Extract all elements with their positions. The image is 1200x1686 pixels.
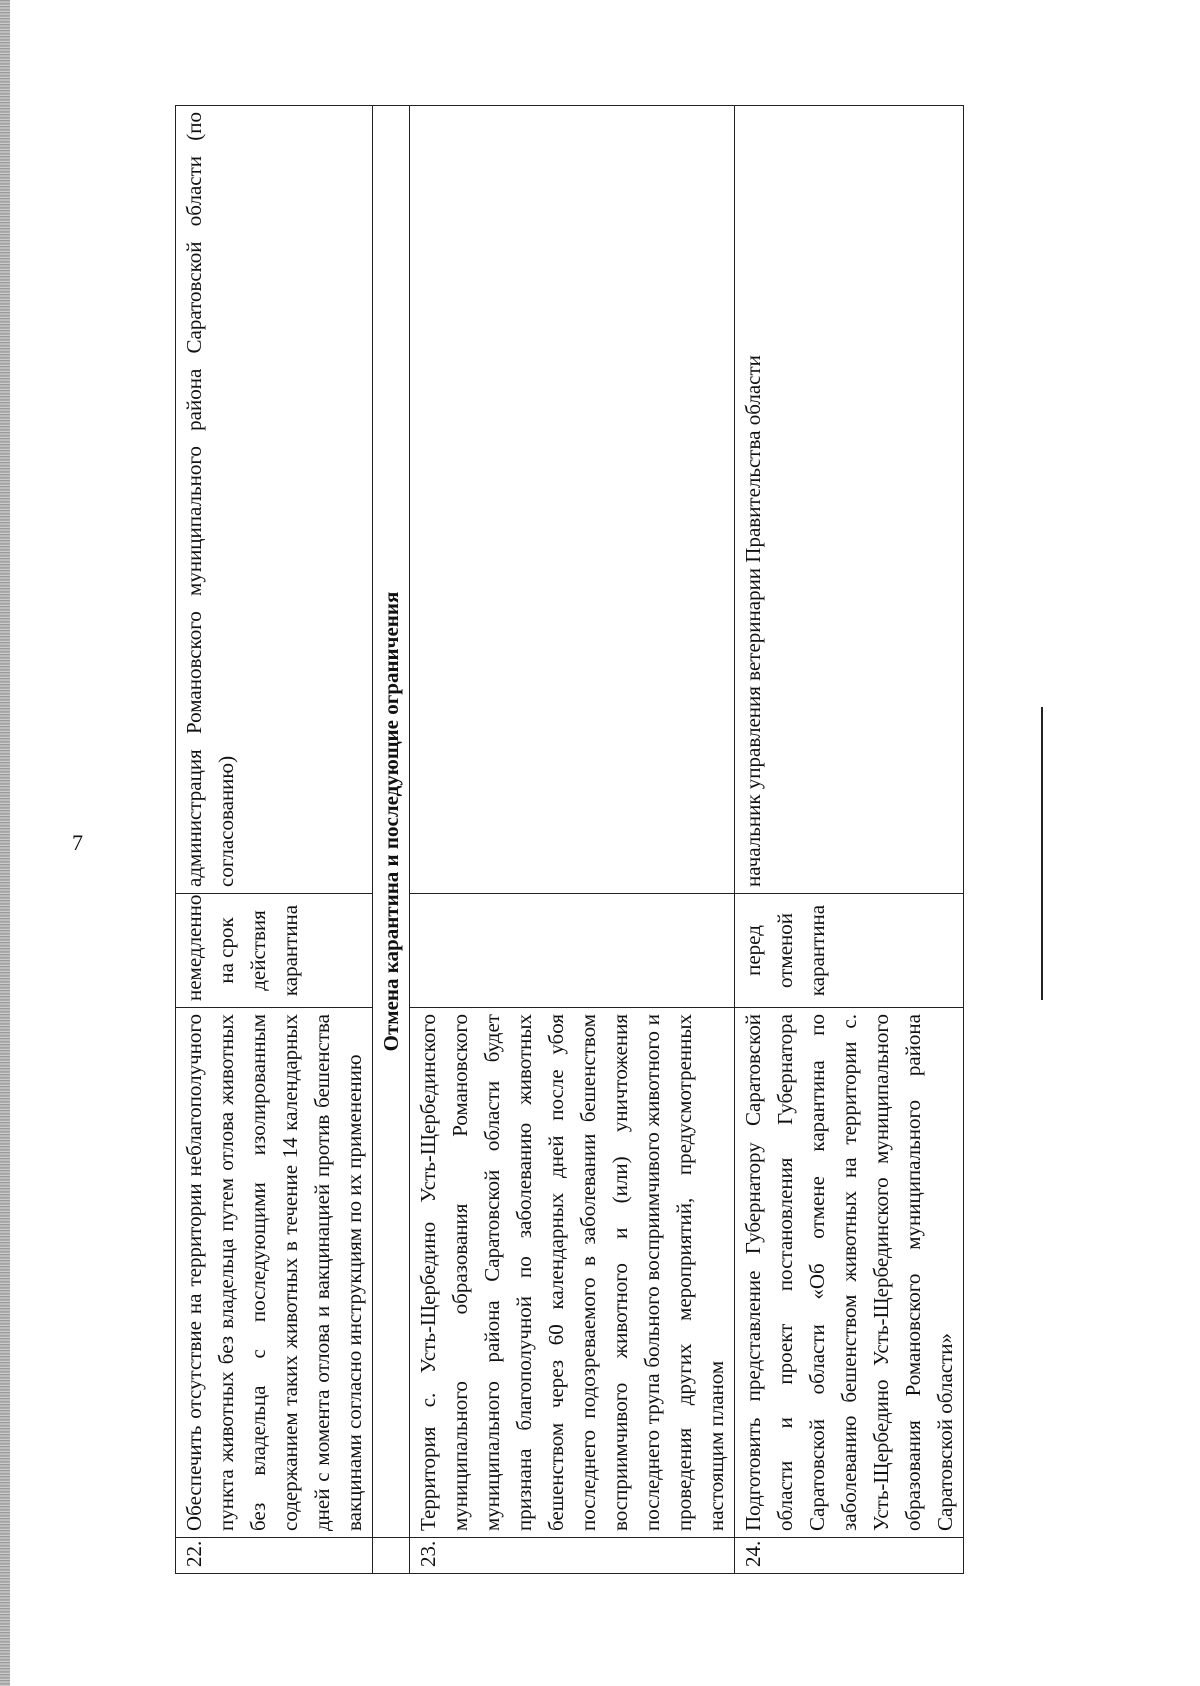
table-row: [410, 106, 735, 1574]
section-row: [373, 106, 410, 1574]
row-number-empty: [373, 1538, 410, 1574]
executor-text: администрация Романовского муниципального района Саратовской области (по согласованию): [176, 106, 373, 894]
measure-text: Обеспечить отсутствие на территории неблагополучного пункта животных без владельца путем отлова животных без владельца с последующими изолированным содержанием таких животных в течение 14 календарных дней с момента отлова и вакцинацией против бешенства вакцинами согласно инструкциям по их применению: [176, 1008, 373, 1538]
row-number: 24.: [735, 1538, 964, 1574]
row-number: 22.: [176, 1538, 373, 1574]
section-title: Отмена карантина и последующие ограничения: [373, 106, 410, 1538]
term-text: [410, 894, 735, 1008]
scan-edge: [0, 0, 10, 1686]
term-text: перед отменой карантина: [735, 894, 964, 1008]
table-row: [735, 106, 964, 1574]
executor-text: [410, 106, 735, 894]
executor-text: начальник управления ветеринарии Правительства области: [735, 106, 964, 894]
end-of-document-line: [1041, 707, 1043, 1000]
term-text: немедленно на срок действия карантина: [176, 894, 373, 1008]
page-number: 7: [72, 830, 83, 855]
measure-text: Территория с. Усть-Щербедино Усть-Щербединского муниципального образования Романовского муниципального района Саратовской области будет признана благополучной по заболеванию животных бешенством через 60 календарных дней после убоя последнего подозреваемого в заболевании бешенством восприимчивого животного и (или) уничтожения последнего трупа больного восприимчивого животного и проведения других мероприятий, предусмотренных настоящим планом: [410, 1008, 735, 1538]
measures-table: [175, 105, 964, 1574]
table-row: [176, 106, 373, 1574]
rotated-page-content: [175, 106, 957, 1574]
measure-text: Подготовить представление Губернатору Саратовской области и проект постановления Губернатора Саратовской области «Об отмене карантина по заболеванию бешенством животных на территории с. Усть-Щербедино Усть-Щербединского муниципального образования Романовского муниципального района Саратовской области»: [735, 1008, 964, 1538]
row-number: 23.: [410, 1538, 735, 1574]
